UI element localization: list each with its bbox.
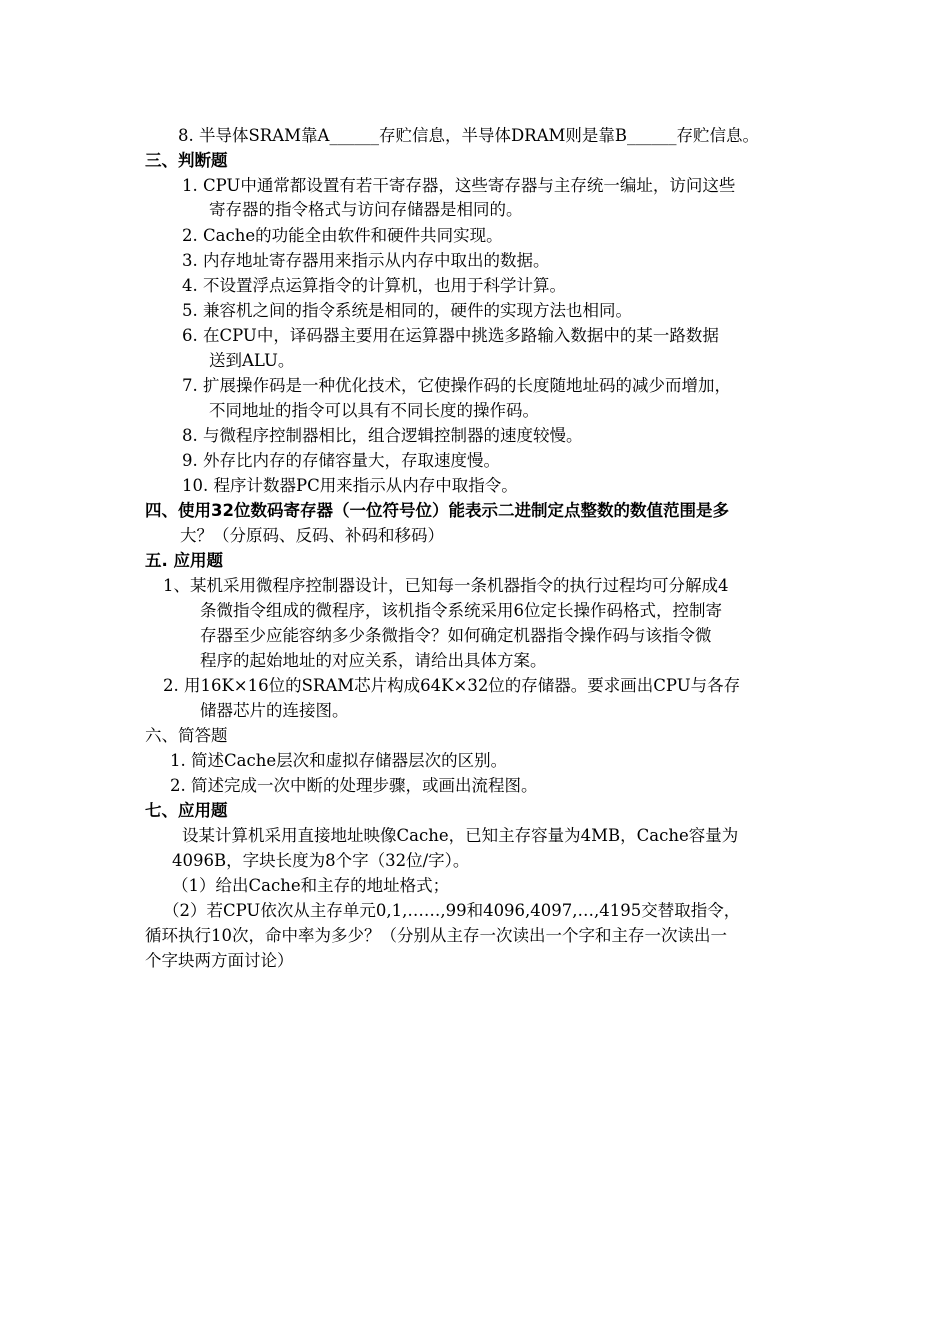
true-false-item-3: 3. 内存地址寄存器用来指示从内存中取出的数据。 xyxy=(182,251,550,270)
true-false-item-4: 4. 不设置浮点运算指令的计算机，也用于科学计算。 xyxy=(182,276,566,295)
application-item-1-cont-3: 程序的起始地址的对应关系，请给出具体方案。 xyxy=(200,651,547,670)
fill-blank-item-8: 8. 半导体SRAM靠A______存贮信息，半导体DRAM则是靠B______存贮信息。 xyxy=(178,126,760,145)
section-seven-intro: 设某计算机采用直接地址映像Cache，已知主存容量为4MB，Cache容量为 xyxy=(182,826,739,845)
section-seven-part-2-cont-1: 循环执行10次，命中率为多少？（分别从主存一次读出一个字和主存一次读出一 xyxy=(145,926,727,945)
true-false-item-8: 8. 与微程序控制器相比，组合逻辑控制器的速度较慢。 xyxy=(182,426,583,445)
application-item-1: 1、某机采用微程序控制器设计，已知每一条机器指令的执行过程均可分解成4 xyxy=(163,576,729,595)
true-false-item-2: 2. Cache的功能全由软件和硬件共同实现。 xyxy=(182,226,503,245)
section-seven-part-2-cont-2: 个字块两方面讨论） xyxy=(145,951,294,970)
short-answer-item-2: 2. 简述完成一次中断的处理步骤，或画出流程图。 xyxy=(170,776,538,795)
section-seven-intro-cont: 4096B，字块长度为8个字（32位/字）。 xyxy=(172,851,470,870)
true-false-item-6-cont: 送到ALU。 xyxy=(209,351,295,370)
section-seven-part-1: （1）给出Cache和主存的地址格式； xyxy=(172,876,450,895)
section-four-cont: 大？（分原码、反码、补码和移码） xyxy=(180,526,444,545)
true-false-item-7: 7. 扩展操作码是一种优化技术，它使操作码的长度随地址码的减少而增加， xyxy=(182,376,731,395)
section-heading-short-answer: 六、简答题 xyxy=(145,726,228,745)
section-heading-application-seven: 七、应用题 xyxy=(145,801,228,820)
section-seven-part-2: （2）若CPU依次从主存单元0,1,……,99和4096,4097,…,4195交替取指令， xyxy=(163,901,741,920)
true-false-item-1-cont: 寄存器的指令格式与访问存储器是相同的。 xyxy=(209,200,523,219)
section-heading-application: 五. 应用题 xyxy=(145,551,224,570)
true-false-item-6: 6. 在CPU中，译码器主要用在运算器中挑选多路输入数据中的某一路数据 xyxy=(182,326,719,345)
application-item-2-cont: 储器芯片的连接图。 xyxy=(200,701,349,720)
true-false-item-1: 1. CPU中通常都设置有若干寄存器，这些寄存器与主存统一编址，访问这些 xyxy=(182,176,736,195)
true-false-item-10: 10. 程序计数器PC用来指示从内存中取指令。 xyxy=(182,476,518,495)
short-answer-item-1: 1. 简述Cache层次和虚拟存储器层次的区别。 xyxy=(170,751,508,770)
section-heading-true-false: 三、判断题 xyxy=(145,151,228,170)
true-false-item-5: 5. 兼容机之间的指令系统是相同的，硬件的实现方法也相同。 xyxy=(182,301,632,320)
true-false-item-7-cont: 不同地址的指令可以具有不同长度的操作码。 xyxy=(209,401,539,420)
application-item-2: 2. 用16K×16位的SRAM芯片构成64K×32位的存储器。要求画出CPU与各存 xyxy=(163,676,741,695)
application-item-1-cont-1: 条微指令组成的微程序，该机指令系统采用6位定长操作码格式，控制寄 xyxy=(200,601,722,620)
section-heading-four: 四、使用32位数码寄存器（一位符号位）能表示二进制定点整数的数值范围是多 xyxy=(145,501,729,520)
application-item-1-cont-2: 存器至少应能容纳多少条微指令？如何确定机器指令操作码与该指令微 xyxy=(200,626,712,645)
true-false-item-9: 9. 外存比内存的存储容量大，存取速度慢。 xyxy=(182,451,500,470)
